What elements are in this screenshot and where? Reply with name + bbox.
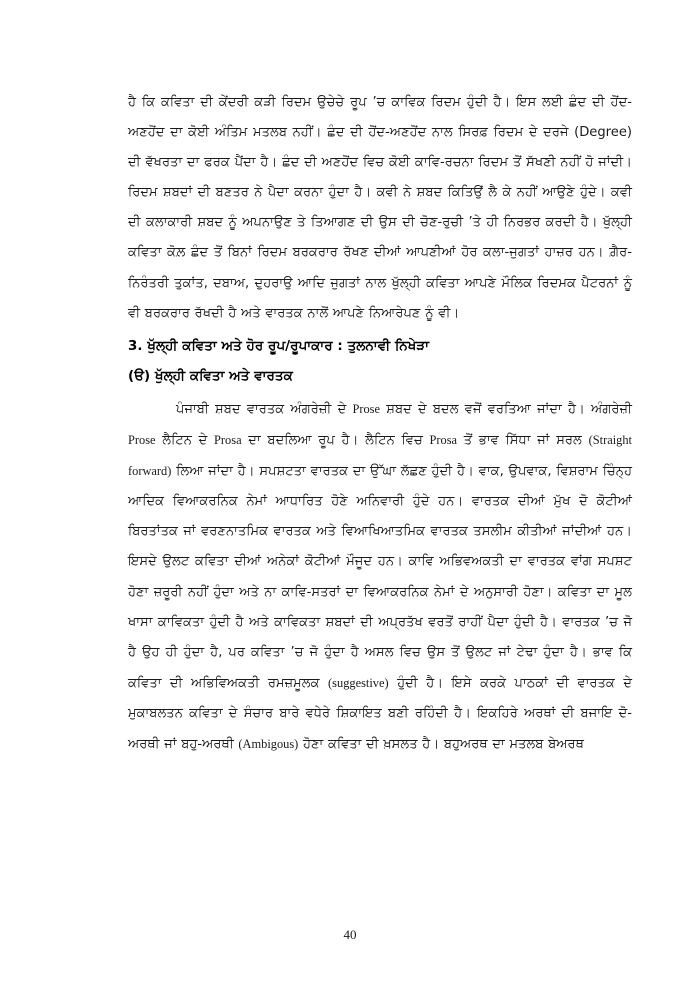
paragraph-prose-discussion xyxy=(128,394,632,760)
subsection-heading-a: (ੳ) ਖੁੱਲ੍ਹੀ ਕਵਿਤਾ ਅਤੇ ਵਾਰਤਕ xyxy=(128,368,293,384)
latin-term: (Ambigous) xyxy=(238,736,299,751)
latin-term: Prosa xyxy=(214,433,242,448)
gurmukhi-run: ਪੰਜਾਬੀ ਸ਼ਬਦ ਵਾਰਤਕ ਅੰਗਰੇਜ਼ੀ ਦੇ xyxy=(176,401,353,417)
gurmukhi-run: ਲੈਟਿਨ ਦੇ xyxy=(155,433,215,449)
gurmukhi-run: ਤੋਂ ਭਾਵ ਸਿੱਧਾ ਜਾਂ ਸਰਲ xyxy=(457,433,589,449)
latin-term: Prose xyxy=(128,433,156,448)
gurmukhi-run: ਸ਼ਬਦ ਦੇ ਬਦਲ ਵਜੋਂ ਵਰਤਿਆ ਜਾਂਦਾ ਹੈ। ਅੰਗਰੇਜ਼ੀ xyxy=(380,401,633,417)
paragraph-continued-from-previous-page: ਹੈ ਕਿ ਕਵਿਤਾ ਦੀ ਕੇਂਦਰੀ ਕੜੀ ਰਿਦਮ ਉਚੇਚੇ ਰੂਪ ’ਚ ਕਾਵਿਕ ਰਿਦਮ ਹੁੰਦੀ ਹੈ। ਇਸ ਲਈ ਛੰਦ ਦੀ ਹੋਂਦ-ਅਣਹੋਂਦ ਦਾ ਕੋਈ ਅੰਤਿਮ ਮਤਲਬ ਨਹੀਂ। ਛੰਦ ਦੀ ਹੋਂਦ-ਅਣਹੋਂਦ ਨਾਲ ਸਿਰਫ਼ ਰਿਦਮ ਦੇ ਦਰਜੇ (Degree) ਦੀ ਵੱਖਰਤਾ ਦਾ ਫਰਕ ਪੈਂਦਾ ਹੈ। ਛੰਦ ਦੀ ਅਣਹੋਂਦ ਵਿਚ ਕੋਈ ਕਾਵਿ-ਰਚਨਾ ਰਿਦਮ ਤੋਂ ਸੱਖਣੀ ਨਹੀਂ ਹੋ ਜਾਂਦੀ। ਰਿਦਮ ਸ਼ਬਦਾਂ ਦੀ ਬਣਤਰ ਨੇ ਪੈਦਾ ਕਰਨਾ ਹੁੰਦਾ ਹੈ। ਕਵੀ ਨੇ ਸ਼ਬਦ ਕਿਤਿਉਂ ਲੈ ਕੇ ਨਹੀਂ ਆਉਣੇ ਹੁੰਦੇ। ਕਵੀ ਦੀ ਕਲਾਕਾਰੀ ਸ਼ਬਦ ਨੂੰ ਅਪਨਾਉਣ ਤੇ ਤਿਆਗਣ ਦੀ ਉਸ ਦੀ ਚੋਣ-ਰੁਚੀ ’ਤੇ ਹੀ ਨਿਰਭਰ ਕਰਦੀ ਹੈ। ਖੁੱਲ੍ਹੀ ਕਵਿਤਾ ਕੋਲ਼ ਛੰਦ ਤੋਂ ਬਿਨਾਂ ਰਿਦਮ ਬਰਕਰਾਰ ਰੱਖਣ ਦੀਆਂ ਆਪਣੀਆਂ ਹੋਰ ਕਲਾ-ਜੁਗਤਾਂ ਹਾਜ਼ਰ ਹਨ। ਗ਼ੈਰ-ਨਿਰੰਤਰੀ ਤੁਕਾਂਤ, ਦਬਾਅ, ਦੁਹਰਾਉ ਆਦਿ ਜੁਗਤਾਂ ਨਾਲ ਖੁੱਲ੍ਹੀ ਕਵਿਤਾ ਆਪਣੇ ਮੌਲਿਕ ਰਿਦਮਕ ਪੈਟਰਨਾਂ ਨੂੰ ਵੀ ਬਰਕਰਾਰ ਰੱਖਦੀ ਹੈ ਅਤੇ ਵਾਰਤਕ ਨਾਲੋਂ ਆਪਣੇ ਨਿਆਰੇਪਣ ਨੂੰ ਵੀ। xyxy=(128,95,632,321)
latin-term: Prose xyxy=(352,401,381,416)
gurmukhi-run: ਦਾ ਬਦਲਿਆ ਰੂਪ ਹੈ। ਲੈਟਿਨ ਵਿਚ xyxy=(241,433,430,449)
gurmukhi-run: ਹੋਣਾ ਕਵਿਤਾ ਦੀ ਖ਼ਸਲਤ ਹੈ। ਬਹੁਅਰਥ ਦਾ ਮਤਲਬ ਬੇਅਰਥ xyxy=(298,736,584,752)
latin-term: (Straight forward) xyxy=(128,433,632,479)
latin-term: (suggestive) xyxy=(328,675,389,690)
page-number: 40 xyxy=(343,927,357,942)
latin-term: Prosa xyxy=(429,433,458,448)
section-heading-3: 3. ਖੁੱਲ੍ਹੀ ਕਵਿਤਾ ਅਤੇ ਹੋਰ ਰੂਪ/ਰੂਪਾਕਾਰ : ਤੁਲਨਾਵੀ ਨਿਖੇੜਾ xyxy=(128,338,430,354)
gurmukhi-run: ਹੁੰਦੀ ਹੈ। ਇਸੇ ਕਰਕੇ ਪਾਠਕਾਂ ਦੀ ਵਾਰਤਕ ਦੇ ਮੁਕਾਬਲਤਨ ਕਵਿਤਾ ਦੇ ਸੰਚਾਰ ਬਾਰੇ ਵਧੇਰੇ ਸ਼ਿਕਾਇਤ ਬਣੀ ਰਹਿੰਦੀ ਹੈ। ਇਕਹਿਰੇ ਅਰਥਾਂ ਦੀ ਬਜਾਇ ਦੋ-ਅਰਥੀ ਜਾਂ ਬਹੁ-ਅਰਥੀ xyxy=(128,675,632,752)
gurmukhi-run: ਲਿਆ ਜਾਂਦਾ ਹੈ। ਸਪਸ਼ਟਤਾ ਵਾਰਤਕ ਦਾ ਉੱਘਾ ਲੱਛਣ ਹੁੰਦੀ ਹੈ। ਵਾਕ, ਉਪਵਾਕ, ਵਿਸ਼ਰਾਮ ਚਿੰਨ੍ਹ ਆਦਿਕ ਵਿਆਕਰਨਿਕ ਨੇਮਾਂ ਆਧਾਰਿਤ ਹੋਣੇ ਅਨਿਵਾਰੀ ਹੁੰਦੇ ਹਨ। ਵਾਰਤਕ ਦੀਆਂ ਮੁੱਖ ਦੋ ਕੋਟੀਆਂ ਬਿਰਤਾਂਤਕ ਜਾਂ ਵਰਣਨਾਤਮਿਕ ਵਾਰਤਕ ਅਤੇ ਵਿਆਖਿਆਤਮਿਕ ਵਾਰਤਕ ਤਸਲੀਮ ਕੀਤੀਆਂ ਜਾਂਦੀਆਂ ਹਨ। ਇਸਦੇ ਉਲਟ ਕਵਿਤਾ ਦੀਆਂ ਅਨੇਕਾਂ ਕੋਟੀਆਂ ਮੌਜੂਦ ਹਨ। ਕਾਵਿ ਅਭਿਵਅਕਤੀ ਦਾ ਵਾਰਤਕ ਵਾਂਗ ਸਪਸ਼ਟ ਹੋਣਾ ਜ਼ਰੂਰੀ ਨਹੀਂ ਹੁੰਦਾ ਅਤੇ ਨਾ ਕਾਵਿ-ਸਤਰਾਂ ਦਾ ਵਿਆਕਰਨਿਕ ਨੇਮਾਂ ਦੇ ਅਨੁਸਾਰੀ ਹੋਣਾ। ਕਵਿਤਾ ਦਾ ਮੂਲ ਖਾਸਾ ਕਾਵਿਕਤਾ ਹੁੰਦੀ ਹੈ ਅਤੇ ਕਾਵਿਕਤਾ ਸ਼ਬਦਾਂ ਦੀ ਅਪ੍ਰਤੱਖ ਵਰਤੋਂ ਰਾਹੀਂ ਪੈਦਾ ਹੁੰਦੀ ਹੈ। ਵਾਰਤਕ ’ਚ ਜੋ ਹੈ ਉਹ ਹੀ ਹੁੰਦਾ ਹੈ, ਪਰ ਕਵਿਤਾ ’ਚ ਜੋ ਹੁੰਦਾ ਹੈ ਅਸਲ ਵਿਚ ਉਸ ਤੋਂ ਉਲਟ ਜਾਂ ਟੇਢਾ ਹੁੰਦਾ ਹੈ। ਭਾਵ ਕਿ ਕਵਿਤਾ ਦੀ ਅਭਿਵਿਅਕਤੀ ਰਮਜ਼ਮੂਲਕ xyxy=(128,464,632,691)
